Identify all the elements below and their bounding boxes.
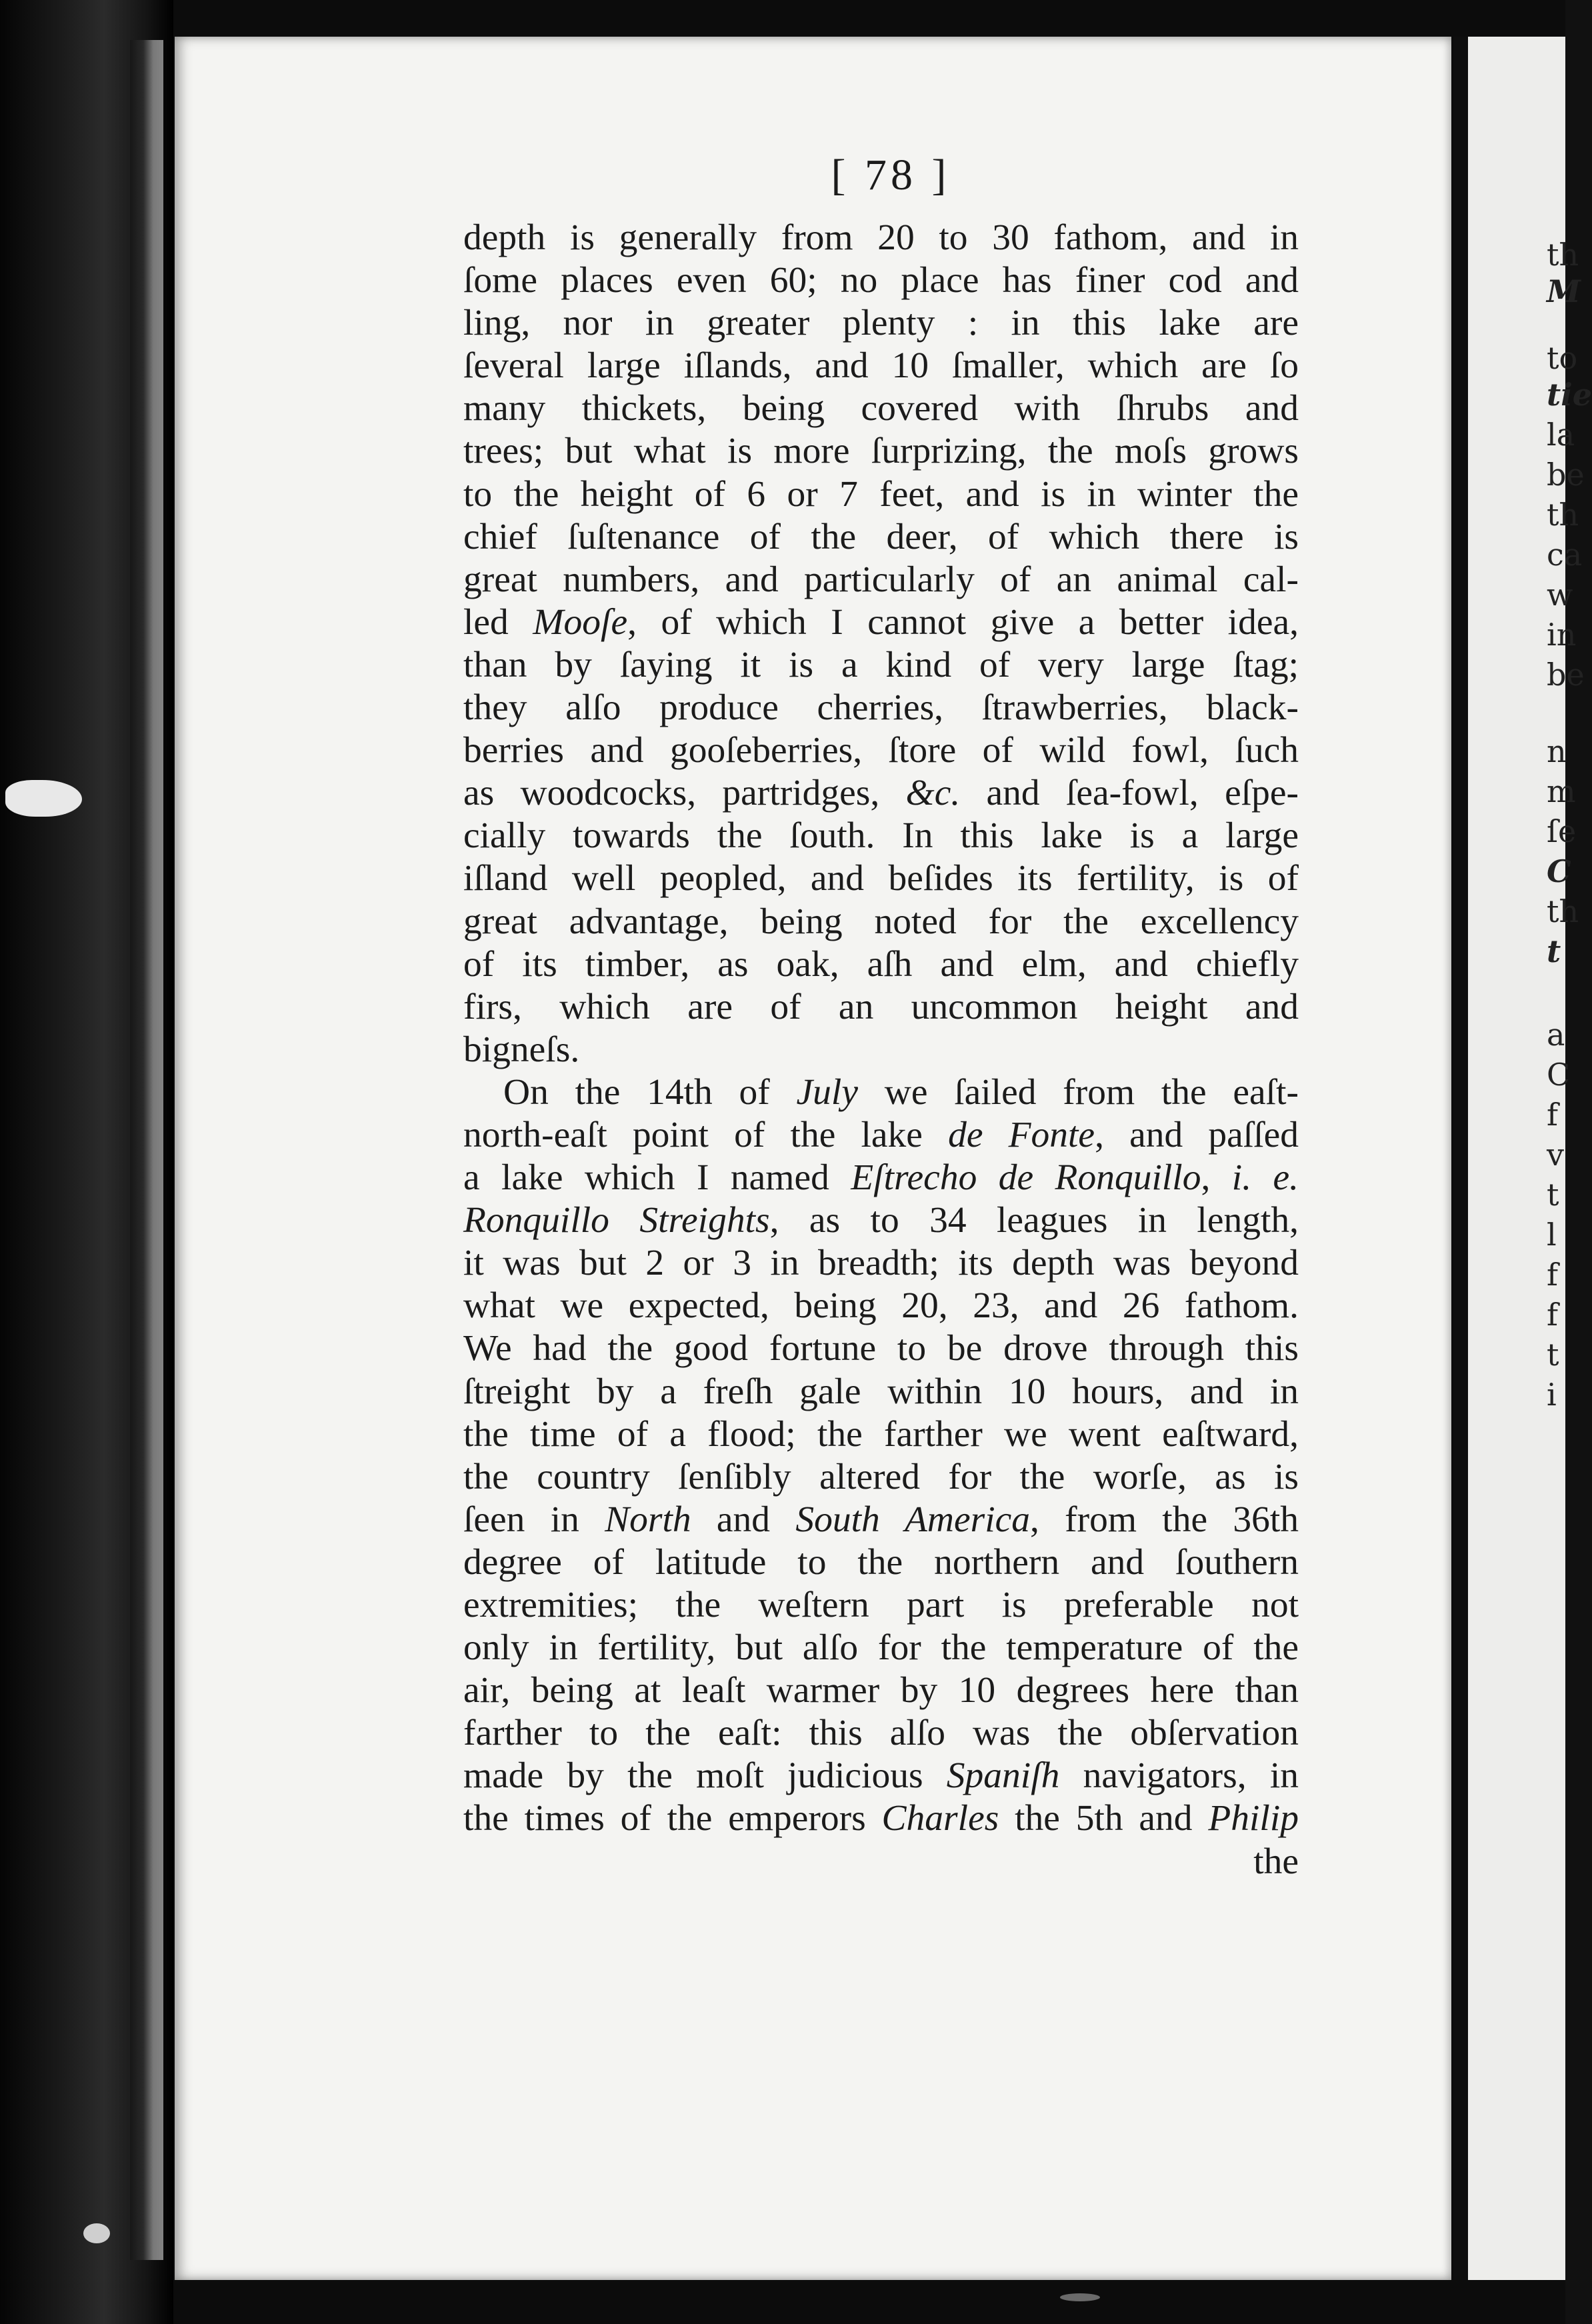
text-line	[463, 1242, 1299, 1285]
text-run: , of which I cannot give a better idea,	[627, 601, 1299, 643]
text-run: as woodcocks, partridges,	[463, 773, 906, 814]
right-page-text-fragment: to	[1547, 340, 1578, 376]
text-line	[463, 644, 1299, 687]
text-run: ſome places even 60; no place has finer cod and	[463, 260, 1299, 301]
text-run: only in fertility, but alſo for the temperature of the	[463, 1627, 1299, 1669]
text-run: great numbers, and particularly of an animal cal-	[463, 559, 1299, 600]
right-page-text-fragment: ca	[1547, 537, 1583, 573]
italic-text: Eſtrecho de Ronquillo	[851, 1157, 1201, 1199]
right-page-text-fragment: t	[1547, 933, 1561, 969]
right-page-text-fragment: la	[1547, 417, 1575, 453]
text-run: trees; but what is more ſurprizing, the moſs grows	[463, 431, 1299, 472]
text-line	[463, 1285, 1299, 1327]
right-page-text-fragment: t	[1547, 1337, 1559, 1373]
paper-speck	[83, 2223, 110, 2243]
right-page-text-fragment: f	[1547, 1257, 1559, 1293]
italic-text: Ronquillo Streights	[463, 1200, 770, 1241]
text-run: iſland well peopled, and beſides its fertility, is of	[463, 858, 1299, 899]
text-line	[463, 559, 1299, 601]
text-run: ſeveral large iſlands, and 10 ſmaller, which are ſo	[463, 345, 1299, 387]
right-page-text-fragment: be	[1547, 657, 1585, 693]
text-line	[463, 1413, 1299, 1456]
text-run: ſeen in	[463, 1499, 605, 1540]
right-page-text-fragment: ſe	[1547, 813, 1577, 849]
text-line	[463, 1114, 1299, 1157]
right-page-text-fragment: th	[1547, 497, 1579, 533]
text-line	[463, 1755, 1299, 1797]
text-run: ſtreight by a freſh gale within 10 hours, and in	[463, 1371, 1299, 1412]
text-line	[463, 986, 1299, 1029]
text-run: berries and gooſeberries, ſtore of wild fowl, ſuch	[463, 730, 1299, 771]
text-run: we ſailed from the eaſt-	[857, 1071, 1299, 1113]
text-run: the times of the emperors	[463, 1798, 882, 1839]
text-line	[463, 1371, 1299, 1413]
text-run: , from the 36th	[1030, 1499, 1299, 1540]
right-page-text-fragment: t	[1547, 1177, 1559, 1213]
paper-speck	[5, 780, 82, 817]
text-run: degree of latitude to the northern and ſouthern	[463, 1541, 1299, 1583]
page-stack-edge	[130, 40, 163, 2260]
page-number: [ 78 ]	[831, 151, 951, 199]
text-line	[463, 815, 1299, 857]
text-line	[463, 217, 1299, 259]
text-run: , and paſſed	[1095, 1114, 1299, 1155]
text-line	[463, 473, 1299, 516]
text-run: the time of a flood; the farther we went eaſtward,	[463, 1413, 1299, 1455]
text-line	[463, 1627, 1299, 1669]
right-page-text-fragment: th	[1547, 237, 1579, 273]
italic-text: Mooſe	[533, 601, 628, 643]
text-run: extremities; the weſtern part is preferable not	[463, 1585, 1299, 1625]
text-run: of its timber, as oak, aſh and elm, and chiefly	[463, 943, 1299, 985]
text-run: to the height of 6 or 7 feet, and is in winter the	[463, 473, 1299, 515]
text-run: bigneſs.	[463, 1029, 580, 1070]
text-run: than by ſaying it is a kind of very large ſtag;	[463, 644, 1299, 685]
text-run: ,	[1201, 1157, 1232, 1199]
text-line	[463, 729, 1299, 772]
italic-text: Philip	[1208, 1798, 1299, 1839]
italic-text: Charles	[881, 1798, 999, 1839]
text-line	[463, 1499, 1299, 1541]
text-line	[463, 1157, 1299, 1199]
text-run: firs, which are of an uncommon height and	[463, 986, 1299, 1027]
right-page-text-fragment: f	[1547, 1297, 1559, 1333]
text-run: cially towards the ſouth. In this lake is a large	[463, 815, 1299, 857]
text-run: On the 14th of	[503, 1071, 797, 1113]
text-run: and	[691, 1499, 796, 1540]
text-line	[463, 302, 1299, 345]
italic-text: de Fonte	[948, 1114, 1095, 1155]
text-run: a lake which I named	[463, 1157, 851, 1199]
text-line	[463, 857, 1299, 900]
text-line	[463, 1669, 1299, 1712]
right-page-text-fragment: l	[1547, 1217, 1557, 1253]
text-run: chief ſuſtenance of the deer, of which there is	[463, 516, 1299, 557]
paper-speck	[1060, 2293, 1100, 2301]
text-run: they alſo produce cherries, ſtrawberries, black-	[463, 687, 1299, 729]
text-line	[463, 1456, 1299, 1499]
right-page-text-fragment: M	[1547, 273, 1581, 309]
text-line	[463, 1584, 1299, 1627]
right-page-fragment	[1453, 37, 1592, 2280]
right-page-text-fragment: C	[1547, 853, 1571, 889]
text-run: , as to 34 leagues in length,	[769, 1200, 1299, 1241]
right-page-text-fragment: m	[1547, 773, 1576, 809]
text-line	[463, 1797, 1299, 1840]
text-line	[463, 345, 1299, 387]
text-run: navigators, in	[1059, 1755, 1299, 1797]
text-line	[463, 901, 1299, 943]
text-line	[463, 1327, 1299, 1370]
text-line	[463, 1841, 1299, 1883]
text-line	[463, 1029, 1299, 1071]
right-page-text-fragment: a	[1547, 1017, 1565, 1053]
right-page-text-fragment: th	[1547, 893, 1579, 929]
text-line	[463, 259, 1299, 302]
text-line	[463, 772, 1299, 815]
text-run: farther to the eaſt: this alſo was the obſervation	[463, 1713, 1299, 1754]
text-run: depth is generally from 20 to 30 fathom, and in	[463, 217, 1299, 258]
text-run: led	[463, 601, 533, 643]
italic-text: July	[796, 1071, 858, 1113]
body-text	[463, 217, 1299, 1883]
text-run: what we expected, being 20, 23, and 26 fathom.	[463, 1285, 1299, 1327]
right-page-text-fragment: w	[1547, 577, 1573, 613]
right-page-text-fragment: i	[1547, 1377, 1557, 1413]
text-run: the 5th and	[999, 1798, 1209, 1839]
text-line	[463, 943, 1299, 986]
right-page-text-fragment: n	[1547, 733, 1567, 769]
text-line	[463, 516, 1299, 559]
text-line	[463, 1541, 1299, 1584]
text-run: and ſea-fowl, eſpe-	[960, 773, 1299, 814]
text-run: north-eaſt point of the lake	[463, 1114, 949, 1155]
right-page-text-fragment: tie	[1547, 377, 1592, 413]
right-page-text-fragment: in	[1547, 617, 1577, 653]
text-run: many thickets, being covered with ſhrubs and	[463, 388, 1299, 429]
right-page-text-fragment: be	[1547, 457, 1585, 493]
text-run: made by the moſt judicious	[463, 1755, 947, 1797]
text-line	[463, 687, 1299, 729]
text-run: air, being at leaſt warmer by 10 degrees here than	[463, 1670, 1299, 1711]
text-run: the	[1253, 1841, 1299, 1882]
italic-text: Spaniſh	[946, 1755, 1060, 1797]
text-run: it was but 2 or 3 in breadth; its depth was beyond	[463, 1243, 1299, 1284]
right-page-text-fragment: f	[1547, 1097, 1559, 1133]
text-line	[463, 601, 1299, 644]
text-line	[463, 387, 1299, 430]
text-run: great advantage, being noted for the excellency	[463, 901, 1299, 942]
text-line	[463, 1071, 1299, 1114]
text-run: We had the good fortune to be drove through this	[463, 1328, 1299, 1369]
text-run: ling, nor in greater plenty : in this lake are	[463, 303, 1299, 344]
italic-text: i. e.	[1231, 1157, 1299, 1199]
right-page-text-fragment: C	[1547, 1057, 1571, 1093]
text-line	[463, 1712, 1299, 1755]
text-run: the country ſenſibly altered for the worſe, as is	[463, 1456, 1299, 1497]
italic-text: South America	[795, 1499, 1031, 1540]
text-line	[463, 430, 1299, 473]
text-line	[463, 1199, 1299, 1242]
italic-text: &c.	[905, 773, 961, 814]
italic-text: North	[605, 1499, 691, 1540]
right-page-text-fragment: v	[1547, 1137, 1564, 1173]
